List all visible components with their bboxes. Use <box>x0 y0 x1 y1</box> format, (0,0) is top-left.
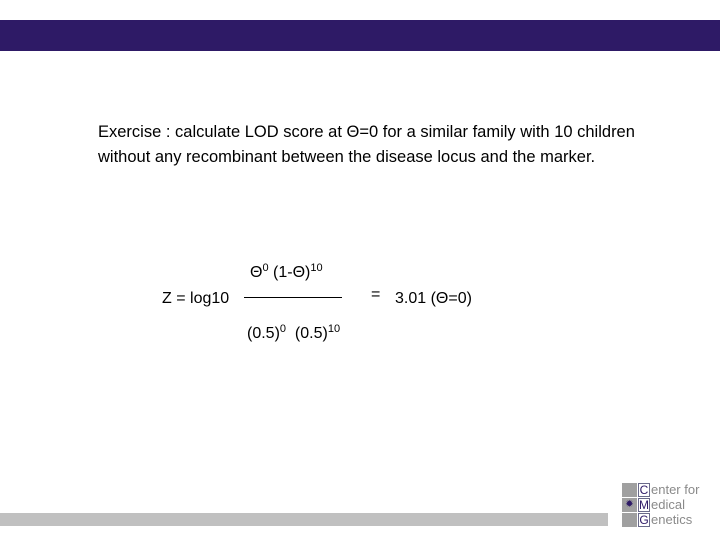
numerator-theta: Θ <box>250 264 263 281</box>
logo-text-2: edical <box>651 497 685 513</box>
bottom-gray-bar <box>0 513 608 526</box>
logo-text-1: enter for <box>651 482 700 498</box>
formula-numerator <box>250 262 323 282</box>
logo-letter-g: G <box>639 513 649 528</box>
z-label: Z = log10 <box>162 290 230 307</box>
denominator-base1: (0.5) <box>247 325 280 342</box>
exercise-text: Exercise : calculate LOD score at Θ=0 for a similar family with 10 children without any recombinant between the disease locus and the marker. <box>98 123 635 166</box>
denominator-exp1: 0 <box>279 323 287 335</box>
logo-row-1 <box>622 483 720 498</box>
logo-letter-c: C <box>639 483 649 498</box>
formula-denominator <box>247 323 340 343</box>
star-icon: ✹ <box>625 499 634 511</box>
denominator-base2: (0.5) <box>286 325 328 342</box>
fraction-line <box>244 297 342 298</box>
logo-row-2 <box>622 498 720 513</box>
numerator-mid: (1-Θ) <box>268 264 311 281</box>
logo-row-3 <box>622 513 720 528</box>
logo-text-3: enetics <box>651 512 693 528</box>
numerator-exp1: 0 <box>262 262 269 274</box>
equals-sign: = <box>371 286 381 303</box>
denominator-exp2: 10 <box>327 323 341 335</box>
logo-letter-m: M <box>639 498 649 513</box>
numerator-exp2: 10 <box>310 262 323 274</box>
formula-result: 3.01 (Θ=0) <box>395 290 472 307</box>
center-medical-genetics-logo <box>622 483 720 528</box>
